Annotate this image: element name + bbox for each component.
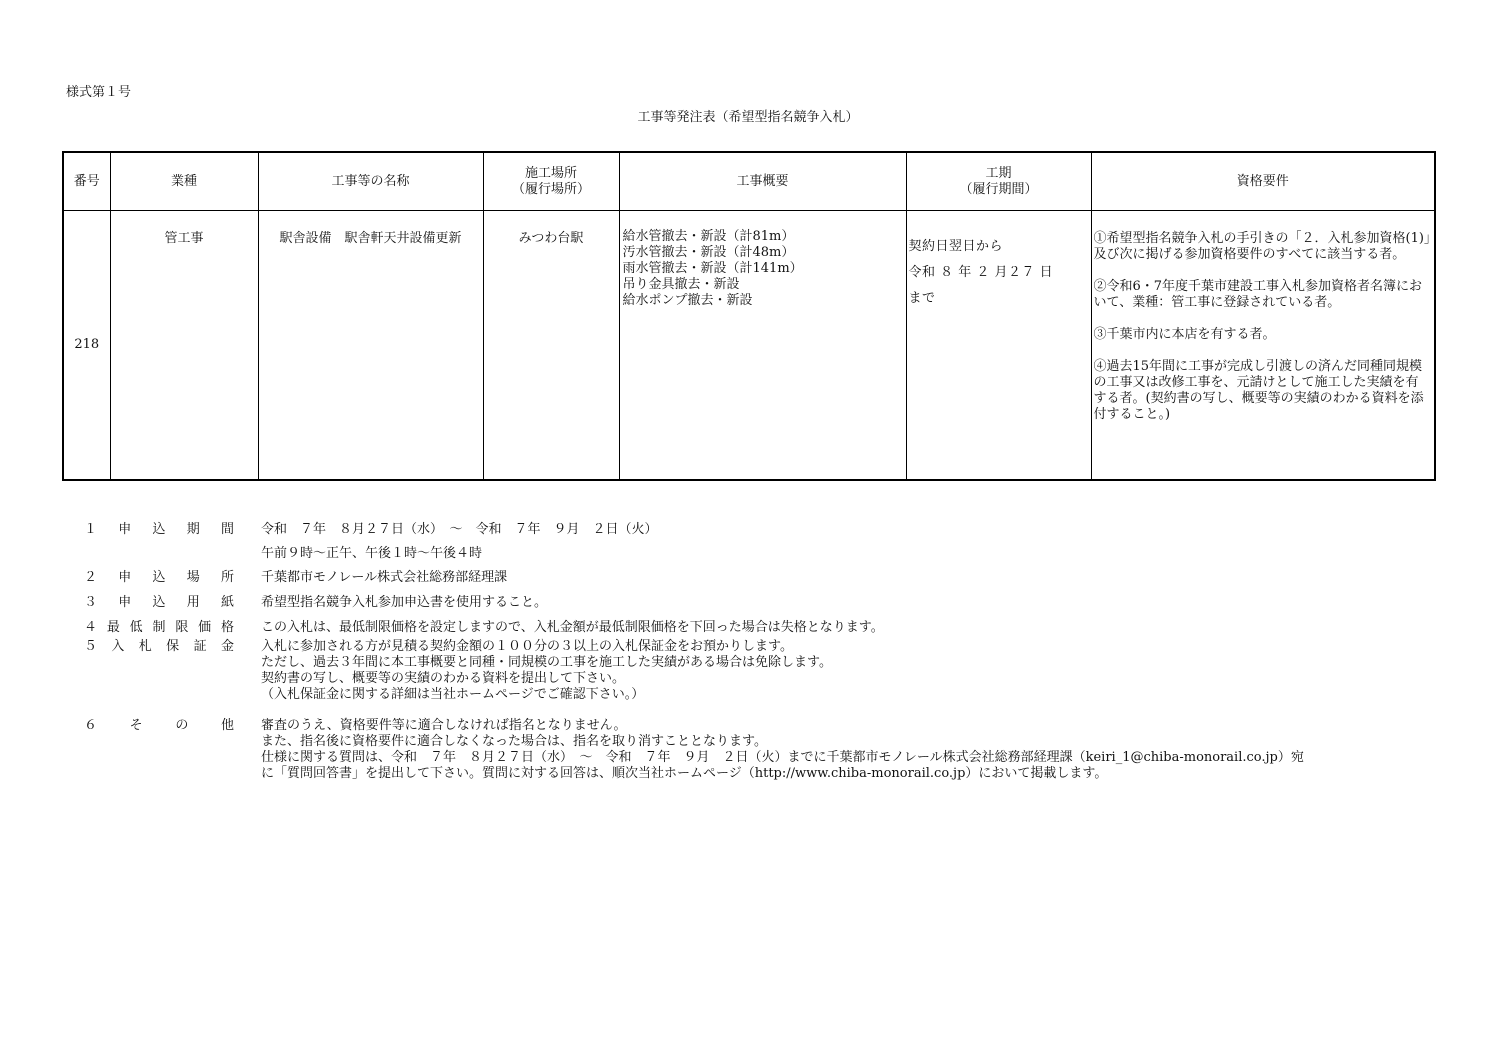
header-no: 番号 <box>63 152 110 211</box>
note-label-char: 込 <box>152 595 166 610</box>
note-body-other <box>261 718 1441 782</box>
note-number: １ <box>84 522 98 537</box>
note-line: 希望型指名競争入札参加申込書を使用すること。 <box>261 595 548 610</box>
note-line: 午前９時～正午、午後１時～午後４時 <box>261 546 483 561</box>
period-end-date: 令和 ８ 年 ２ 月２７ 日 <box>908 265 1054 280</box>
note-label-other <box>84 718 234 734</box>
note-label-char: 価 <box>198 620 212 635</box>
note-line: 審査のうえ、資格要件等に適合しなければ指名となりません。 <box>261 718 627 733</box>
note-label-char: 用 <box>186 595 200 610</box>
document-title: 工事等発注表（希望型指名競争入札） <box>637 110 859 125</box>
header-period <box>906 152 1091 211</box>
note-label-char: そ <box>129 718 143 733</box>
note-label-char: 紙 <box>220 595 234 610</box>
header-name: 工事等の名称 <box>258 152 483 211</box>
cell-period <box>906 211 1091 481</box>
note-body-application-period <box>261 522 1441 562</box>
form-number: 様式第１号 <box>66 85 132 100</box>
period-until: まで <box>908 291 936 306</box>
note-label-application-form <box>84 595 234 611</box>
note-label-char: 入 <box>111 639 125 654</box>
note-label-char: の <box>175 718 189 733</box>
note-label-char: 保 <box>166 639 180 654</box>
note-label-application-place <box>84 570 234 586</box>
header-place-line1: 施工場所 <box>524 165 577 181</box>
note-label-char: 低 <box>129 620 143 635</box>
summary-line: 汚水管撤去・新設（計48m） <box>622 245 795 260</box>
summary-line: 吊り金具撤去・新設 <box>622 277 740 292</box>
note-label-bid-bond <box>84 639 234 655</box>
note-line: 令和 ７年 ８月２７日（水） ～ 令和 ７年 ９月 ２日（火） <box>261 522 658 537</box>
note-number: ６ <box>84 718 98 733</box>
note-label-char: 金 <box>220 639 234 654</box>
note-label-char: 申 <box>118 522 132 537</box>
header-summary: 工事概要 <box>619 152 906 211</box>
note-line: また、指名後に資格要件に適合しなくなった場合は、指名を取り消すこととなります。 <box>261 734 767 749</box>
header-period-line2: （履行期間） <box>959 181 1038 197</box>
summary-line: 給水管撤去・新設（計81m） <box>622 229 795 244</box>
note-label-char: 期 <box>186 522 200 537</box>
requirement-item: ④過去15年間に工事が完成し引渡しの済んだ同種同規模の工事又は改修工事を、元請けとして施工した実績を有する者。(契約書の写し、概要等の実績のわかる資料を添付すること。) <box>1093 359 1424 422</box>
note-label-char: 格 <box>220 620 234 635</box>
requirement-item: ①希望型指名競争入札の手引きの「２．入札参加資格(1)」及び次に掲げる参加資格要件のすべてに該当する者。 <box>1093 231 1431 262</box>
note-label-char: 申 <box>118 570 132 585</box>
note-label-char: 間 <box>220 522 234 537</box>
cell-place: みつわ台駅 <box>483 211 619 481</box>
note-label-application-period <box>84 522 234 538</box>
note-label-char: 限 <box>175 620 189 635</box>
note-number: ５ <box>84 639 98 654</box>
note-number: ２ <box>84 570 98 585</box>
note-label-char: 申 <box>118 595 132 610</box>
note-label-char: 札 <box>138 639 152 654</box>
note-label-minimum-price <box>84 620 234 636</box>
summary-line: 雨水管撤去・新設（計141m） <box>622 261 803 276</box>
note-line: 千葉都市モノレール株式会社総務部経理課 <box>261 570 508 585</box>
note-label-char: 制 <box>152 620 166 635</box>
note-label-char: 証 <box>193 639 207 654</box>
header-type: 業種 <box>110 152 258 211</box>
header-place <box>483 152 619 211</box>
note-label-char: 所 <box>220 570 234 585</box>
note-line: 仕様に関する質問は、令和 ７年 ８月２７日（水） ～ 令和 ７年 ９月 ２日（火）までに千葉都市モノレール株式会社総務部経理課（keiri_1@chiba-monorail.co.jp）宛 <box>261 750 1304 765</box>
header-requirements: 資格要件 <box>1091 152 1435 211</box>
note-line: （入札保証金に関する詳細は当社ホームページでご確認下さい。） <box>261 687 645 702</box>
note-number: ４ <box>84 620 98 635</box>
order-table <box>62 151 1436 481</box>
note-body-application-form <box>261 595 1441 611</box>
period-start: 契約日翌日から <box>908 239 1004 254</box>
note-body-minimum-price <box>261 620 1441 636</box>
cell-type: 管工事 <box>110 211 258 481</box>
note-line: ただし、過去３年間に本工事概要と同種・同規模の工事を施工した実績がある場合は免除します。 <box>261 655 832 670</box>
requirement-item: ②令和6・7年度千葉市建設工事入札参加資格者名簿において、業種：管工事に登録されている者。 <box>1093 279 1423 310</box>
note-body-application-place <box>261 570 1441 586</box>
note-line: 入札に参加される方が見積る契約金額の１００分の３以上の入札保証金をお預かりします。 <box>261 639 793 654</box>
table-row <box>63 211 1435 481</box>
cell-no: 218 <box>63 211 110 481</box>
cell-requirements <box>1091 211 1435 481</box>
note-number: ３ <box>84 595 98 610</box>
note-line: この入札は、最低制限価格を設定しますので、入札金額が最低制限価格を下回った場合は失格となります。 <box>261 620 884 635</box>
header-place-line2: （履行場所） <box>511 181 590 197</box>
header-period-line1: 工期 <box>985 165 1012 181</box>
note-line: 契約書の写し、概要等の実績のわかる資料を提出して下さい。 <box>261 671 626 686</box>
note-label-char: 他 <box>220 718 234 733</box>
requirement-item: ③千葉市内に本店を有する者。 <box>1093 327 1276 342</box>
note-label-char: 込 <box>152 522 166 537</box>
note-label-char: 場 <box>186 570 200 585</box>
note-label-char: 最 <box>106 620 120 635</box>
note-line: に「質問回答書」を提出して下さい。質問に対する回答は、順次当社ホームページ（http://www.chiba-monorail.co.jp）において掲載します。 <box>261 766 1108 781</box>
table-header-row <box>63 152 1435 211</box>
cell-name: 駅舎設備 駅舎軒天井設備更新 <box>258 211 483 481</box>
note-body-bid-bond <box>261 639 1441 703</box>
note-label-char: 込 <box>152 570 166 585</box>
summary-line: 給水ポンプ撤去・新設 <box>622 293 753 308</box>
cell-summary <box>619 211 906 481</box>
